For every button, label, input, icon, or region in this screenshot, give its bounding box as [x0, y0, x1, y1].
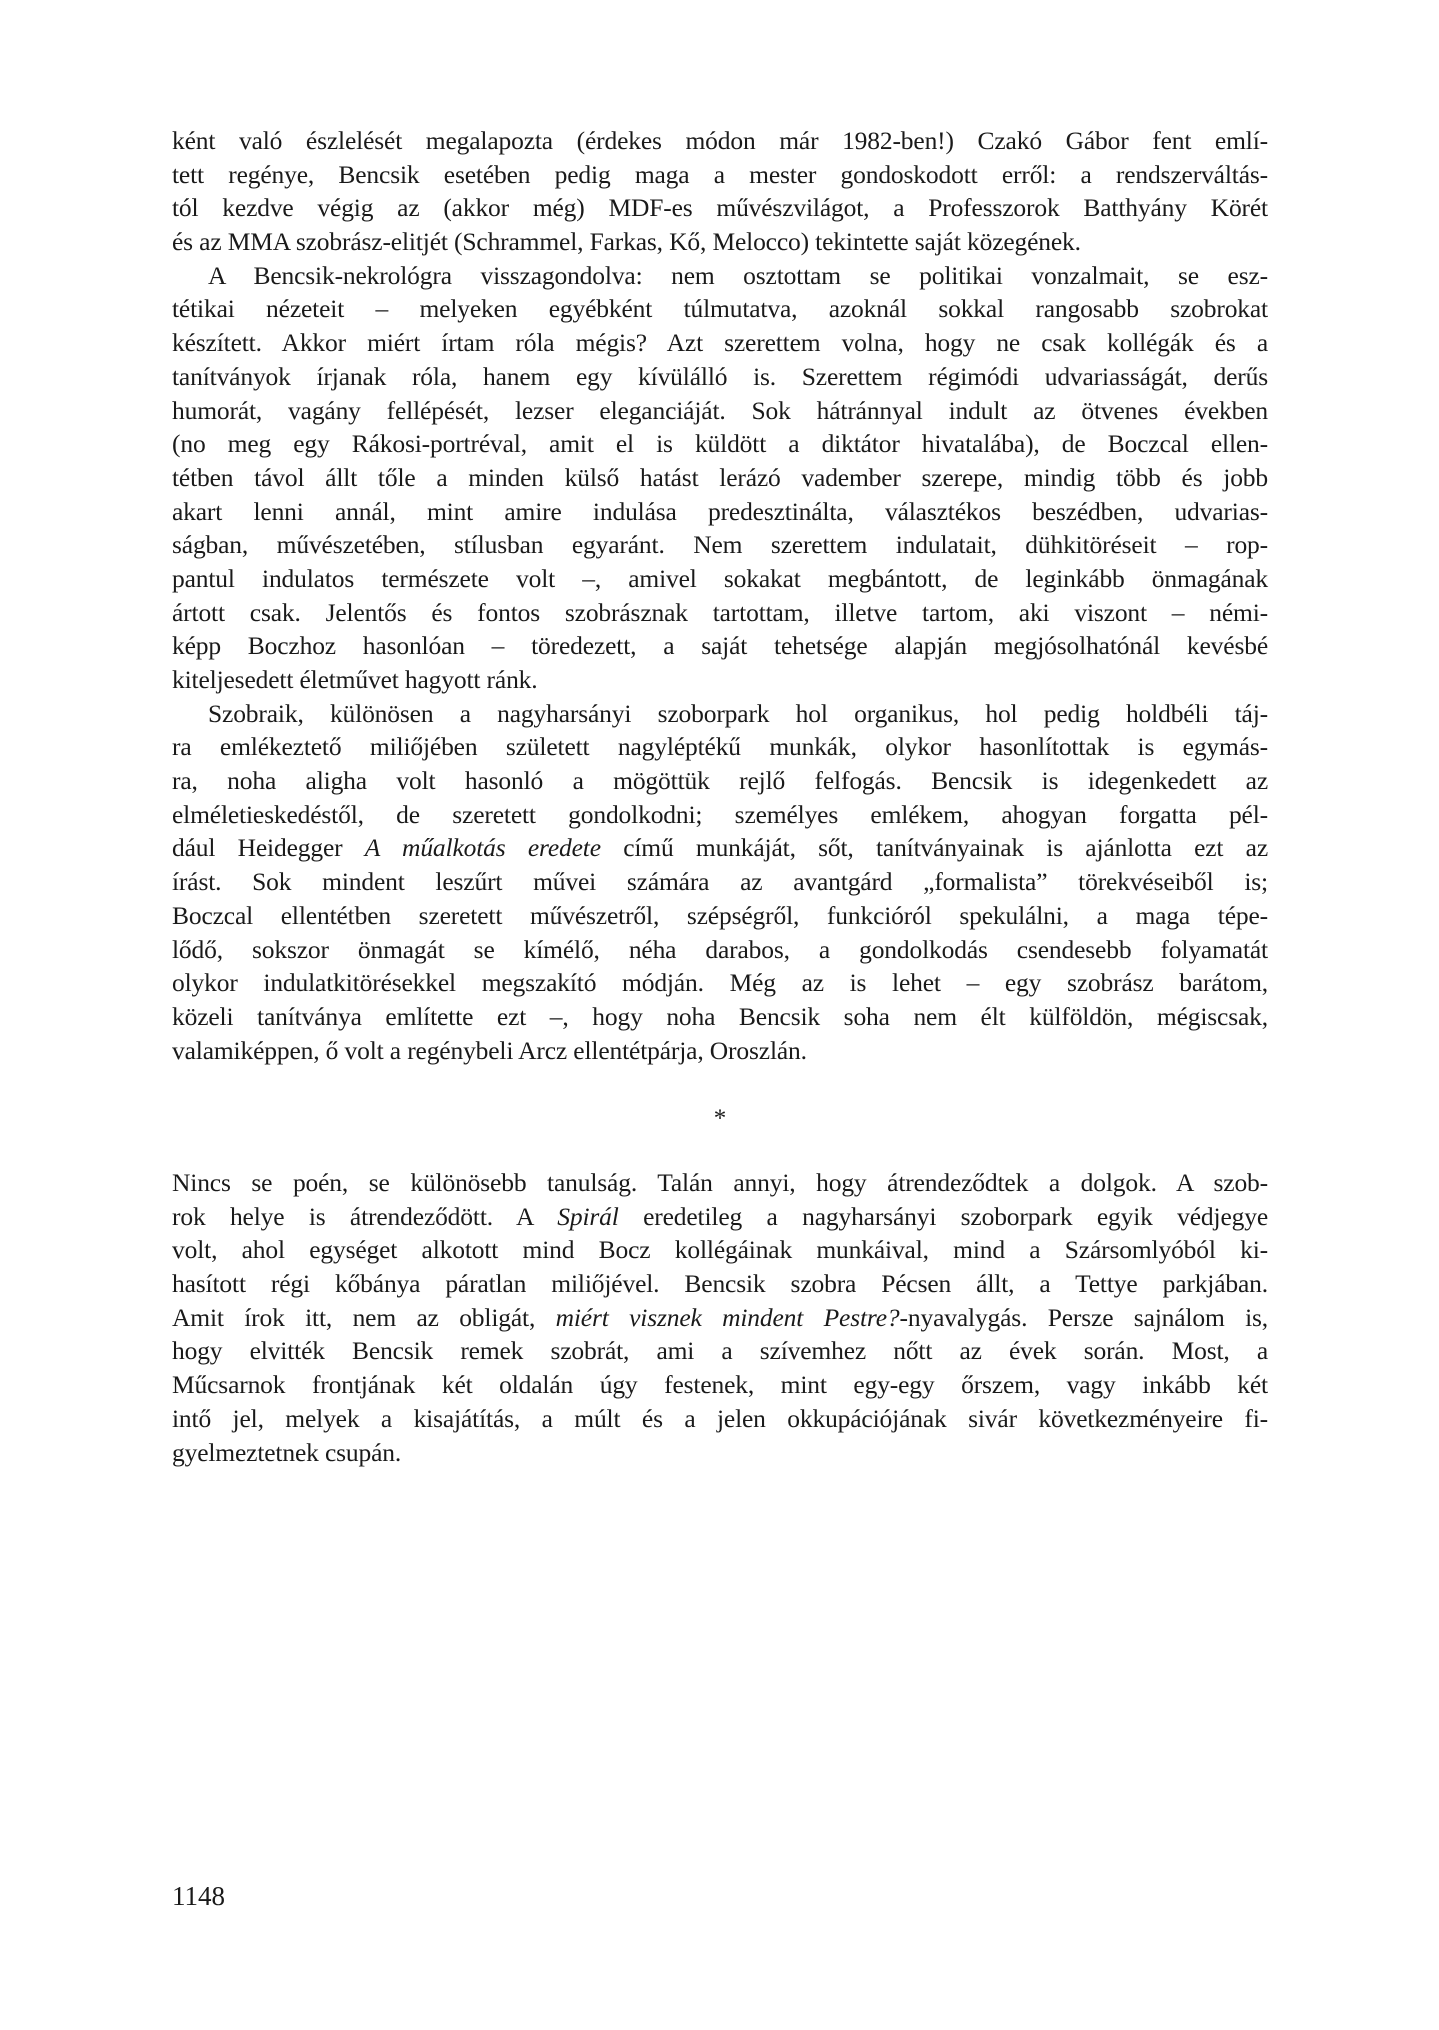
paragraph-line: A Bencsik-nekrológra visszagondolva: nem osztottam se politikai vonzalmait, se esz- [208, 260, 1268, 290]
paragraph-line: ként való észlelését megalapozta (érdekes módon már 1982-ben!) Czakó Gábor fent emlí- [172, 126, 1268, 155]
paragraph-line: lődő, sokszor önmagát se kímélő, néha darabos, a gondolkodás csendesebb folyamatát [172, 934, 1268, 964]
paragraph-line: Műcsarnok frontjának két oldalán úgy festenek, mint egy-egy őrszem, vagy inkább két [172, 1370, 1268, 1400]
paragraph-line: tól kezdve végig az (akkor még) MDF-es művészvilágot, a Professzorok Batthyány Körét [172, 193, 1268, 223]
paragraph-line: intő jel, melyek a kisajátítás, a múlt és a jelen okkupációjának sivár következményeire fi- [172, 1403, 1268, 1433]
paragraph-line: rok helye is átrendeződött. A Spirál eredetileg a nagyharsányi szoborpark egyik védjegye [172, 1201, 1269, 1231]
paragraph-line: dául Heidegger A műalkotás eredete című munkáját, sőt, tanítványainak is ajánlotta ezt az [172, 833, 1268, 863]
paragraph-line: tanítványok írjanak róla, hanem egy kívülálló is. Szerettem régimódi udvariasságát, derűs [172, 361, 1268, 391]
paragraph-line: valamiképpen, ő volt a regénybeli Arcz ellentétpárja, Oroszlán. [172, 1035, 807, 1065]
paragraph-line: készített. Akkor miért írtam róla mégis? Azt szerettem volna, hogy ne csak kollégák és a [172, 328, 1268, 358]
paragraph-line: írást. Sok mindent leszűrt művei számára az avantgárd „formalista” törekvéseiből is; [172, 867, 1268, 897]
paragraph-line: ártott csak. Jelentős és fontos szobrásznak tartottam, illetve tartom, aki viszont – némi- [172, 597, 1268, 627]
paragraph-line: tett regénye, Bencsik esetében pedig maga a mester gondoskodott erről: a rendszerváltás- [172, 159, 1268, 189]
paragraph-line: közeli tanítványa említette ezt –, hogy noha Bencsik soha nem élt külföldön, mégiscsak, [172, 1001, 1268, 1031]
paragraph-line: képp Boczhoz hasonlóan – töredezett, a saját tehetsége alapján megjósolhatónál kevésbé [172, 631, 1268, 661]
paragraph-line: Boczcal ellentétben szeretett művészetről, szépségről, funkcióról spekulálni, a maga tépe- [172, 900, 1268, 930]
paragraph-line: akart lenni annál, mint amire indulása predesztinálta, választékos beszédben, udvarias- [172, 496, 1268, 526]
paragraph-line: (no meg egy Rákosi-portréval, amit el is küldött a diktátor hivatalába), de Boczcal ellen- [172, 429, 1268, 459]
paragraph-line: és az MMA szobrász-elitjét (Schrammel, Farkas, Kő, Melocco) tekintette saját közegének. [172, 227, 1081, 257]
paragraph-line: ra, noha aligha volt hasonló a mögöttük rejlő felfogás. Bencsik is idegenkedett az [172, 766, 1268, 796]
paragraph-line: tétben távol állt tőle a minden külső hatást lerázó vadember szerepe, mindig több és jobb [172, 462, 1268, 492]
italic-title: miért visznek mindent Pestre? [555, 1302, 900, 1332]
paragraph-line: tétikai nézeteit – melyeken egyébként túlmutatva, azoknál sokkal rangosabb szobrokat [172, 294, 1268, 324]
paragraph-line: elméletieskedéstől, de szeretett gondolkodni; személyes emlékem, ahogyan forgatta pél- [172, 799, 1268, 829]
text-section-2 [172, 1166, 1268, 1469]
paragraph-line: hasított régi kőbánya páratlan miliőjével. Bencsik szobra Pécsen állt, a Tettye parkjában. [172, 1269, 1268, 1299]
paragraph-line: olykor indulatkitörésekkel megszakító módján. Még az is lehet – egy szobrász barátom, [172, 968, 1268, 998]
page-number: 1148 [172, 1881, 225, 1911]
paragraph-line: volt, ahol egységet alkotott mind Bocz kollégáinak munkáival, mind a Szársomlyóból ki- [172, 1235, 1268, 1265]
paragraph-line: humorát, vagány fellépését, lezser eleganciáját. Sok hátránnyal indult az ötvenes években [172, 395, 1268, 425]
italic-title: A műalkotás eredete [364, 833, 601, 863]
paragraph-line: kiteljesedett életművet hagyott ránk. [172, 665, 538, 694]
paragraph-line: hogy elvitték Bencsik remek szobrát, ami a szívemhez nőtt az évek során. Most, a [172, 1336, 1268, 1366]
paragraph-line: Szobraik, különösen a nagyharsányi szoborpark hol organikus, hol pedig holdbéli táj- [208, 698, 1268, 728]
paragraph-line: gyelmeztetnek csupán. [172, 1437, 402, 1467]
italic-title: Spirál [557, 1201, 619, 1231]
paragraph-line: Amit írok itt, nem az obligát, miért visznek mindent Pestre?-nyavalygás. Persze sajnálom is, [172, 1302, 1269, 1332]
paragraph-line: pantul indulatos természete volt –, amivel sokakat megbántott, de leginkább önmagának [172, 563, 1268, 593]
text-section-1 [172, 124, 1268, 1067]
paragraph-line: Nincs se poén, se különösebb tanulság. Talán annyi, hogy átrendeződtek a dolgok. A szob- [172, 1168, 1268, 1197]
paragraph-line: ra emlékeztető miliőjében született nagyléptékű munkák, olykor hasonlítottak is egymás- [172, 732, 1268, 762]
paragraph-line: ságban, művészetében, stílusban egyaránt. Nem szerettem indulatait, dühkitöréseit – rop- [172, 530, 1268, 560]
section-separator-asterisk: * [713, 1105, 727, 1132]
